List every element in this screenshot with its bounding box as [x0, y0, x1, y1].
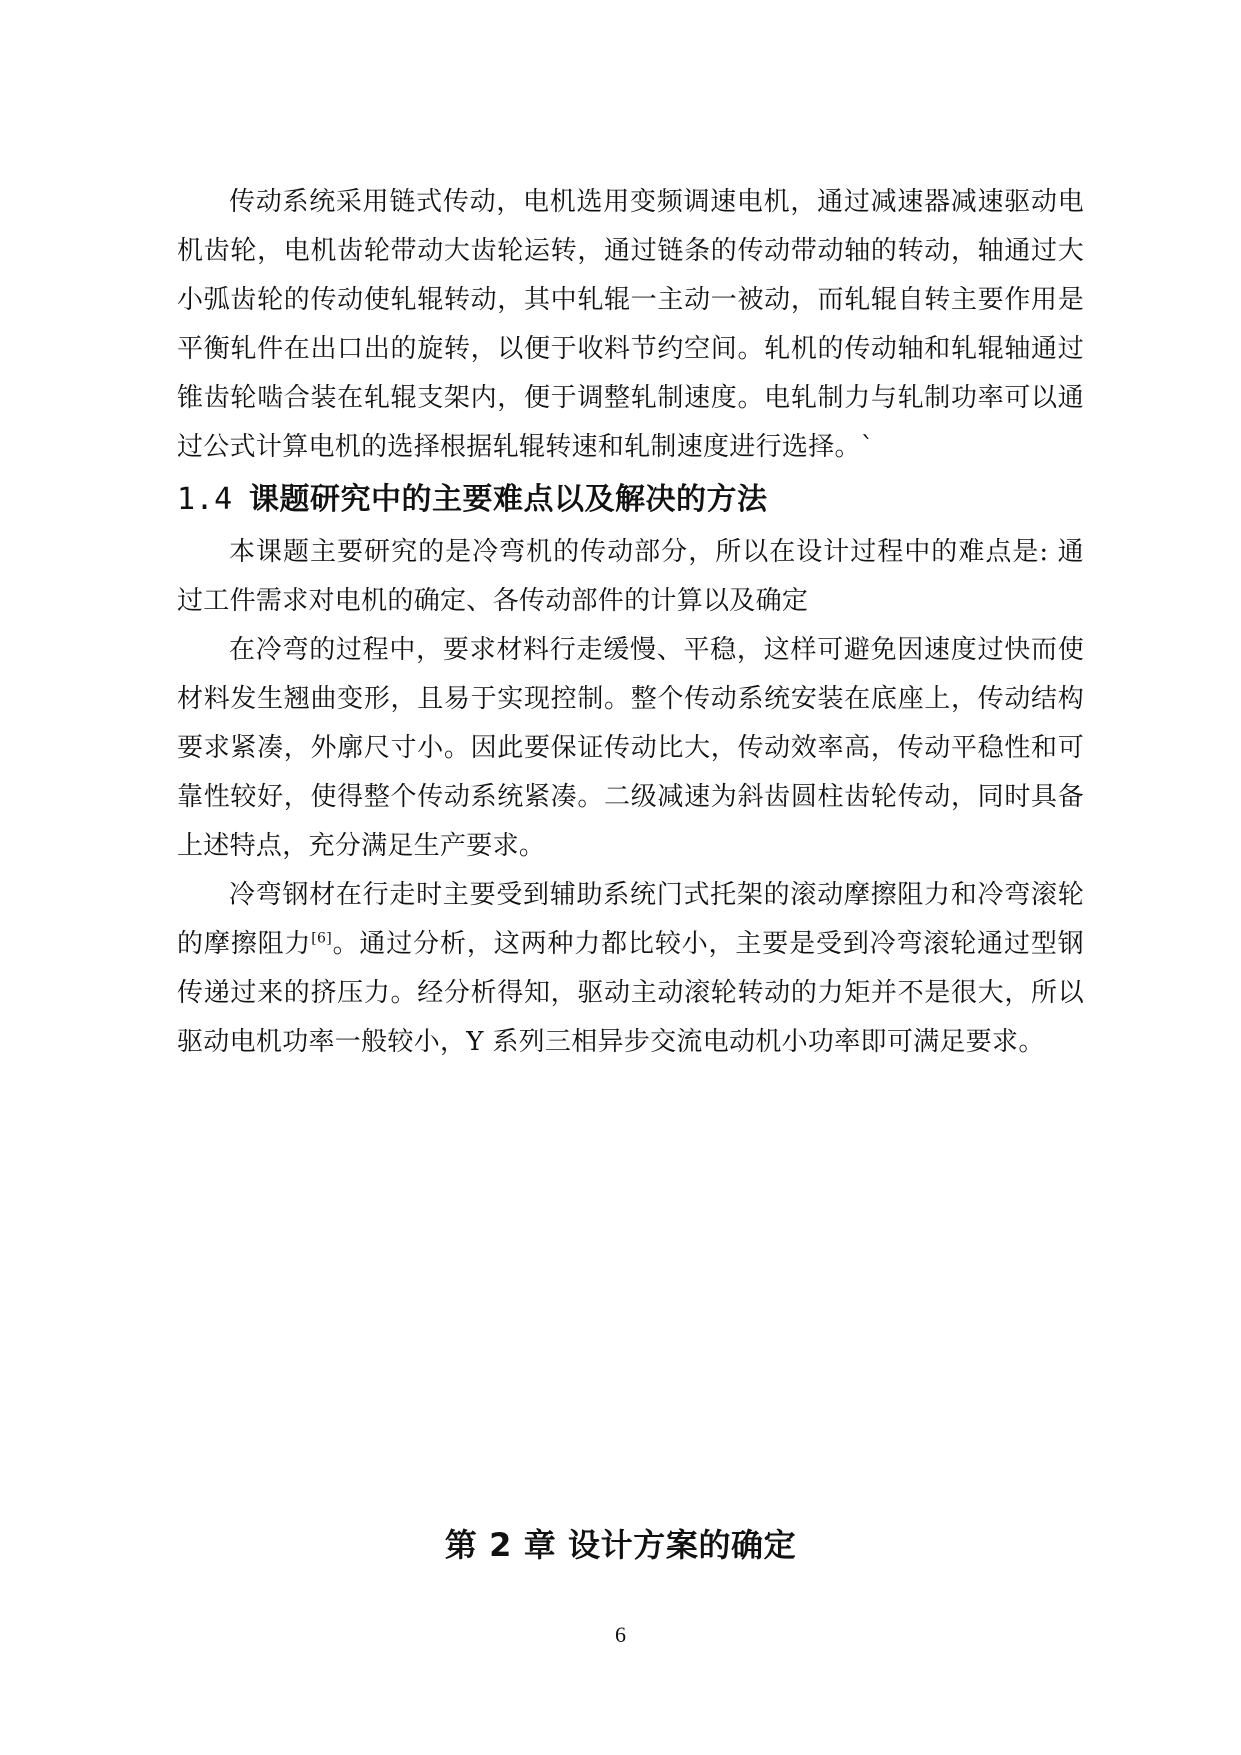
paragraph-transmission-system: 传动系统采用链式传动，电机选用变频调速电机，通过减速器减速驱动电机齿轮，电机齿轮带动大齿轮运转，通过链条的传动带动轴的转动，轴通过大小弧齿轮的传动使轧辊转动，其中轧辊一主动一被动，而轧辊自转主要作用是平衡轧件在出口出的旋转，以便于收料节约空间。轧机的传动轴和轧辊轴通过锥齿轮啮合装在轧辊支架内，便于调整轧制速度。电轧制力与轧制功率可以通过公式计算电机的选择根据轧辊转速和轧制速度进行选择。`: [177, 187, 1084, 462]
paragraph-text-after-citation: 。通过分析，这两种力都比较小，主要是受到冷弯滚轮通过型钢传递过来的挤压力。经分析得知，驱动主动滚轮转动的力矩并不是很大，所以驱动电机功率一般较小，Y 系列三相异步交流电动机小功率即可满足要求。: [177, 929, 1084, 1057]
paragraph-text-before-citation: 冷弯钢材在行走时主要受到辅助系统门式托架的滚动摩擦阻力和冷弯滚轮的摩擦阻力: [177, 880, 1084, 959]
body-text: [177, 178, 1084, 1067]
section-heading: [177, 472, 1084, 528]
paragraph-research-difficulty: 本课题主要研究的是冷弯机的传动部分，所以在设计过程中的难点是: 通过工件需求对电机的确定、各传动部件的计算以及确定: [177, 537, 1084, 616]
chapter-title: 第 2 章 设计方案的确定: [444, 1526, 797, 1564]
page-number: 6: [615, 1622, 626, 1647]
section-number: 1.4: [177, 482, 233, 517]
paragraph-cold-bending-requirements: 在冷弯的过程中，要求材料行走缓慢、平稳，这样可避免因速度过快而使材料发生翘曲变形，且易于实现控制。整个传动系统安装在底座上，传动结构要求紧凑，外廓尺寸小。因此要保证传动比大，传动效率高，传动平稳性和可靠性较好，使得整个传动系统紧凑。二级减速为斜齿圆柱齿轮传动，同时具备上述特点，充分满足生产要求。: [177, 635, 1084, 861]
citation-reference[interactable]: [6]: [311, 930, 333, 947]
paragraph-friction-analysis: [177, 871, 1084, 1067]
section-title: 课题研究中的主要难点以及解决的方法: [249, 482, 768, 517]
